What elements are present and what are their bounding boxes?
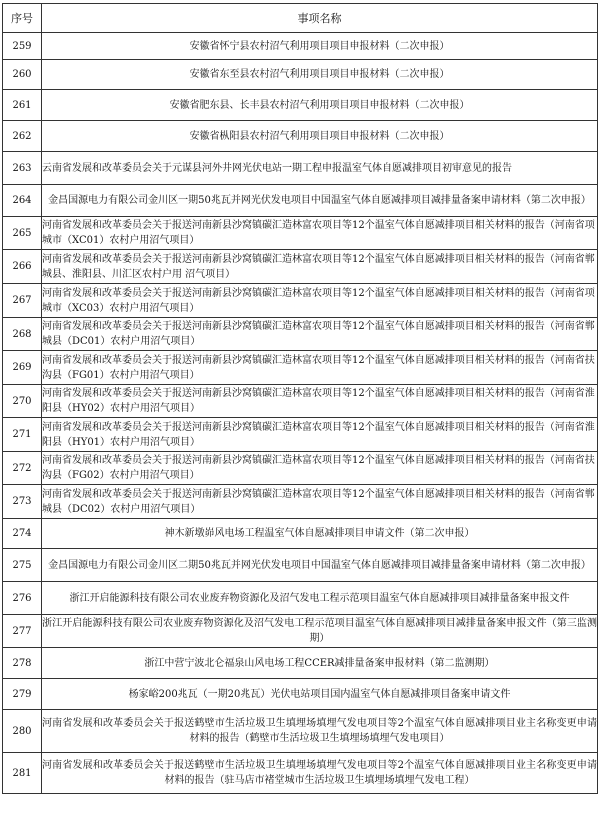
row-item-name: 金昌国源电力有限公司金川区二期50兆瓦并网光伏发电项目中国温室气体自愿减排项目减排量备案申请材料（第二次申报）	[42, 549, 598, 582]
row-number: 273	[3, 485, 42, 519]
row-number: 266	[3, 250, 42, 284]
row-number: 270	[3, 385, 42, 418]
header-no: 序号	[3, 4, 42, 33]
table-row	[3, 549, 598, 582]
row-item-name: 浙江开启能源科技有限公司农业废弃物资源化及沼气发电工程示范项目温室气体自愿减排项目减排量备案申报文件（第三监测期）	[42, 615, 598, 648]
row-item-name: 浙江中营宁波北仑福泉山风电场工程CCER减排量备案申报材料（第二监测期）	[42, 648, 598, 679]
items-table	[2, 3, 598, 794]
header-row	[3, 4, 598, 33]
table-row	[3, 318, 598, 351]
row-item-name: 浙江开启能源科技有限公司农业废弃物资源化及沼气发电工程示范项目温室气体自愿减排项目减排量备案申报文件	[42, 582, 598, 615]
row-number: 272	[3, 452, 42, 485]
row-item-name: 河南省发展和改革委员会关于报送鹤壁市生活垃圾卫生填埋场填埋气发电项目等2个温室气体自愿减排项目业主名称变更申请材料的报告（驻马店市褚堂城市生活垃圾卫生填埋场填埋气发电工程）	[42, 753, 598, 794]
row-number: 278	[3, 648, 42, 679]
header-name: 事项名称	[42, 4, 598, 33]
table-row	[3, 152, 598, 185]
row-item-name: 河南省发展和改革委员会关于报送河南新县沙窝镇碳汇造林富农项目等12个温室气体自愿减排项目相关材料的报告（河南省郸城县（DC02）农村户用沼气项目）	[42, 485, 598, 519]
table-row	[3, 284, 598, 318]
row-number: 267	[3, 284, 42, 318]
table-row	[3, 485, 598, 519]
row-number: 269	[3, 351, 42, 385]
row-number: 265	[3, 217, 42, 250]
row-item-name: 云南省发展和改革委员会关于元谋县河外井网光伏电站一期工程申报温室气体自愿减排项目初审意见的报告	[42, 152, 598, 185]
row-number: 263	[3, 152, 42, 185]
row-item-name: 河南省发展和改革委员会关于报送河南新县沙窝镇碳汇造林富农项目等12个温室气体自愿减排项目相关材料的报告（河南省郸城县（DC01）农村户用沼气项目）	[42, 318, 598, 351]
table-row	[3, 185, 598, 217]
row-number: 262	[3, 121, 42, 152]
row-item-name: 安徽省肥东县、长丰县农村沼气利用项目项目申报材料（二次申报）	[42, 90, 598, 121]
row-item-name: 神木新墩峁风电场工程温室气体自愿减排项目申请文件（第二次申报）	[42, 519, 598, 549]
row-number: 275	[3, 549, 42, 582]
table-row	[3, 60, 598, 90]
row-number: 276	[3, 582, 42, 615]
row-item-name: 河南省发展和改革委员会关于报送河南新县沙窝镇碳汇造林富农项目等12个温室气体自愿减排项目相关材料的报告（河南省郸城县、淮阳县、川汇区农村户用 沼气项目）	[42, 250, 598, 284]
row-number: 271	[3, 418, 42, 452]
row-item-name: 河南省发展和改革委员会关于报送河南新县沙窝镇碳汇造林富农项目等12个温室气体自愿减排项目相关材料的报告（河南省淮阳县（HY01）农村户用沼气项目）	[42, 418, 598, 452]
table-row	[3, 710, 598, 753]
row-item-name: 河南省发展和改革委员会关于报送鹤壁市生活垃圾卫生填埋场填埋气发电项目等2个温室气体自愿减排项目业主名称变更申请材料的报告（鹤壁市生活垃圾卫生填埋场填埋气发电项目）	[42, 710, 598, 753]
row-number: 279	[3, 679, 42, 710]
row-item-name: 河南省发展和改革委员会关于报送河南新县沙窝镇碳汇造林富农项目等12个温室气体自愿减排项目相关材料的报告（河南省项城市（XC01）农村户用沼气项目）	[42, 217, 598, 250]
row-number: 268	[3, 318, 42, 351]
row-item-name: 河南省发展和改革委员会关于报送河南新县沙窝镇碳汇造林富农项目等12个温室气体自愿减排项目相关材料的报告（河南省扶沟县（FG02）农村户用沼气项目）	[42, 452, 598, 485]
table-row	[3, 648, 598, 679]
table-row	[3, 582, 598, 615]
table-row	[3, 385, 598, 418]
row-number: 264	[3, 185, 42, 217]
row-number: 280	[3, 710, 42, 753]
row-item-name: 杨家峪200兆瓦（一期20兆瓦）光伏电站项目国内温室气体自愿减排项目备案申请文件	[42, 679, 598, 710]
table-row	[3, 753, 598, 794]
row-item-name: 安徽省怀宁县农村沼气利用项目项目申报材料（二次申报）	[42, 33, 598, 60]
row-item-name: 河南省发展和改革委员会关于报送河南新县沙窝镇碳汇造林富农项目等12个温室气体自愿减排项目相关材料的报告（河南省扶沟县（FG01）农村户用沼气项目）	[42, 351, 598, 385]
table-row	[3, 418, 598, 452]
row-item-name: 安徽省东至县农村沼气利用项目项目申报材料（二次申报）	[42, 60, 598, 90]
row-item-name: 安徽省枞阳县农村沼气利用项目项目申报材料（二次申报）	[42, 121, 598, 152]
row-number: 281	[3, 753, 42, 794]
table-row	[3, 615, 598, 648]
table-row	[3, 452, 598, 485]
row-number: 277	[3, 615, 42, 648]
table-row	[3, 679, 598, 710]
row-number: 261	[3, 90, 42, 121]
row-number: 259	[3, 33, 42, 60]
row-item-name: 河南省发展和改革委员会关于报送河南新县沙窝镇碳汇造林富农项目等12个温室气体自愿减排项目相关材料的报告（河南省淮阳县（HY02）农村户用沼气项目）	[42, 385, 598, 418]
table-row	[3, 351, 598, 385]
table-row	[3, 519, 598, 549]
table-row	[3, 250, 598, 284]
row-number: 260	[3, 60, 42, 90]
row-item-name: 河南省发展和改革委员会关于报送河南新县沙窝镇碳汇造林富农项目等12个温室气体自愿减排项目相关材料的报告（河南省项城市（XC03）农村户用沼气项目）	[42, 284, 598, 318]
table-row	[3, 90, 598, 121]
row-number: 274	[3, 519, 42, 549]
table-row	[3, 217, 598, 250]
row-item-name: 金昌国源电力有限公司金川区一期50兆瓦并网光伏发电项目中国温室气体自愿减排项目减排量备案申请材料（第二次申报）	[42, 185, 598, 217]
table-row	[3, 121, 598, 152]
table-row	[3, 33, 598, 60]
